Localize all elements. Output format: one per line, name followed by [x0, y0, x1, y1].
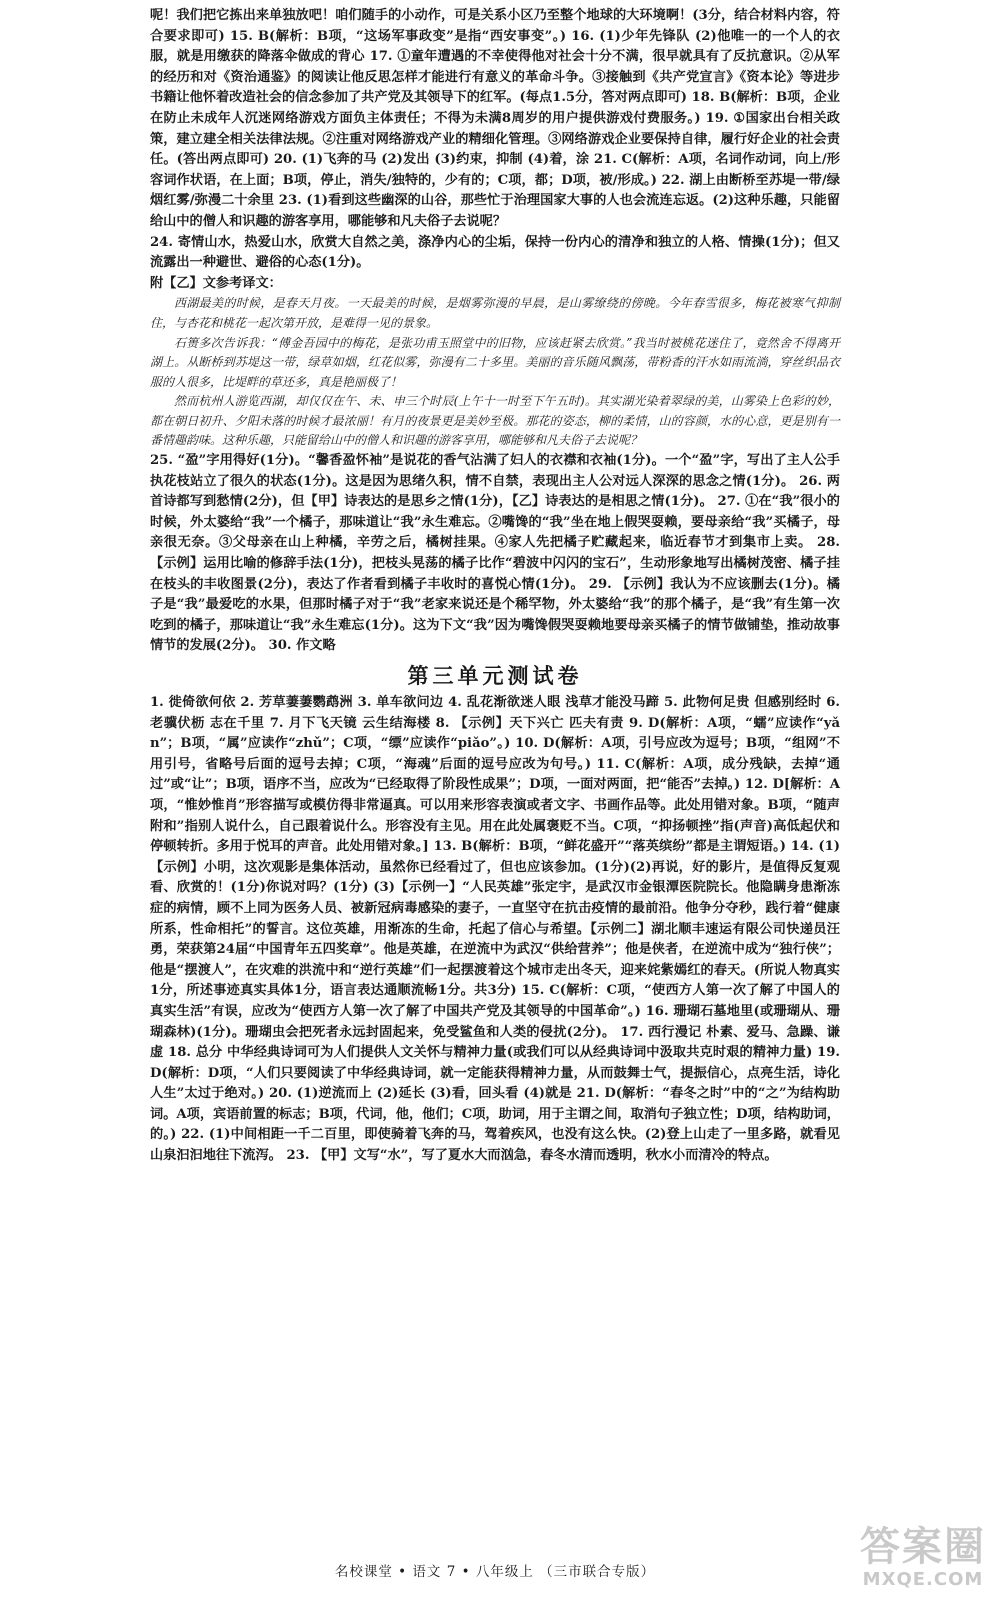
section-title: 第三单元测试卷: [407, 664, 583, 688]
answer-paragraph-3: 25. “盈”字用得好(1分)。“馨香盈怀袖”是说花的香气沾满了妇人的衣襟和衣袖(1分)。一个“盈”字，写出了主人公手执花枝站立了很久的状态(1分)。这是因为思绪久积，情不自禁，表现出主人公对远人深深的思念之情(1分)。 26. 两首诗都写到愁情(2分)，但【甲】诗表达的是思乡之情(1分)，【乙】诗表达的是相思之情(1分)。 27. ①在“我”很小的时候，外太婆给“我”一个橘子，那味道让“我”永生难忘。②嘴馋的“我”坐在地上假哭耍赖，要母亲给“我”买橘子，母亲很无奈。③父母亲在山上种橘，辛劳之后，橘树挂果。④家人先把橘子贮藏起来，临近春节才到集市上卖。 28. 【示例】运用比喻的修辞手法(1分)，把枝头晃荡的橘子比作“碧波中闪闪的宝石”，生动形象地写出橘树茂密、橘子挂在枝头的丰收图景(2分)，表达了作者看到橘子丰收时的喜悦心情(1分)。 29. 【示例】我认为不应该删去(1分)。橘子是“我”最爱吃的水果，但那时橘子对于“我”老家来说还是个稀罕物，外太婆给“我”的那个橘子，是“我”有生第一次吃到的橘子，那味道让“我”永生难忘(1分)。这为下文“我”因为嘴馋假哭耍赖地要母亲买橘子的情节做铺垫，推动故事情节的发展(2分)。 30. 作文略: [150, 453, 840, 654]
answer-paragraph-2: 24. 寄情山水，热爱山水，欣赏大自然之美，涤净内心的尘垢，保持一份内心的清净和独立的人格、情操(1分)；但又流露出一种避世、避俗的心态(1分)。: [150, 234, 840, 271]
answer-column: [150, 6, 840, 1167]
page-footer: 名校课堂 • 语文 7 • 八年级上 （三市联合专版）: [334, 1564, 656, 1580]
watermark-logo-text: 答案圈: [860, 1524, 986, 1570]
translation-paragraph-2: 石篑多次告诉我：“傅金吾园中的梅花，是张功甫玉照堂中的旧物，应该赶紧去欣赏。”我当时被桃花迷住了，竟然舍不得离开湖上。从断桥到苏堤这一带，绿草如烟，红花似雾，弥漫有二十多里。美丽的音乐随风飘荡，带粉香的汗水如雨流淌，穿丝织品衣服的人很多，比堤畔的草还多，真是艳丽极了！: [150, 335, 840, 389]
watermark-logo: [854, 1524, 992, 1594]
translation-paragraph-3: 然而杭州人游览西湖，却仅仅在午、未、申三个时辰(上午十一时至下午五时)。其实湖光染着翠绿的美，山雾染上色彩的妙，都在朝日初升、夕阳未落的时候才最浓丽！有月的夜景更是美妙至极。那花的姿态，柳的柔情，山的容颜，水的心意，更是别有一番情趣韵味。这种乐趣，只能留给山中的僧人和识趣的游客享用，哪能够和凡夫俗子去说呢？: [150, 394, 840, 448]
translation-heading: 附【乙】文参考译文：: [150, 275, 282, 291]
answer-paragraph-4: 1. 徙倚欲何依 2. 芳草萋萋鹦鹉洲 3. 单车欲问边 4. 乱花渐欲迷人眼 浅草才能没马蹄 5. 此物何足贵 但感别经时 6. 老骥伏枥 志在千里 7. 月下飞天镜 云生结海楼 8. 【示例】天下兴亡 匹夫有责 9. D(解析：A项，“蠕”应读作“yǎn”；B项，“属”应读作“zhǔ”；C项，“缥”应读作“piǎo”。) 10. D(解析：A项，引号应改为逗号；B项，“组网”不用引号，省略号后面的逗号去掉；C项，“海魂”后面的逗号应改为句号。) 11. C(解析：A项，成分残缺，去掉“通过”或“让”；B项，语序不当，应改为“已经取得了阶段性成果”；D项，一面对两面，把“能否”去掉。) 12. D[解析：A项，“惟妙惟肖”形容描写或模仿得非常逼真。可以用来形容表演或者文字、书画作品等。此处用错对象。B项，“随声附和”指别人说什么，自己跟着说什么。形容没有主见。用在此处属褒贬不当。C项，“抑扬顿挫”指(声音)高低起伏和停顿转折。多用于悦耳的声音。此处用错对象。] 13. B(解析：B项，“鲜花盛开”“落英缤纷”都是主谓短语。) 14. (1)【示例】小明，这次观影是集体活动，虽然你已经看过了，但也应该参加。(1分)(2)再说，好的影片，是值得反复观看、欣赏的！(1分)你说对吗？(1分) (3)【示例一】“人民英雄”张定宇，是武汉市金银潭医院院长。他隐瞒身患渐冻症的病情，顾不上同为医务人员、被新冠病毒感染的妻子，一直坚守在抗击疫情的最前沿。他争分夺秒，践行着“健康所系，性命相托”的誓言。这位英雄，用渐冻的生命，托起了信心与希望。【示例二】湖北顺丰速运有限公司快递员汪勇，荣获第24届“中国青年五四奖章”。他是英雄，在逆流中为武汉“供给营养”；他是侠者，在逆流中成为“独行侠”；他是“摆渡人”，在灾难的洪流中和“逆行英雄”们一起摆渡着这个城市走出冬天，迎来姹紫嫣红的春天。(所说人物真实1分，所述事迹真实具体1分，语言表达通顺流畅1分。共3分) 15. C(解析：C项，“使西方人第一次了解了中国人的真实生活”有误，应改为“使西方人第一次了解了中国共产党及其领导的中国革命”。) 16. 珊瑚石墓地里(或珊瑚从、珊瑚森林)(1分)。珊瑚虫会把死者永远封固起来，免受鲨鱼和人类的侵扰(2分)。 17. 西行漫记 朴素、爱马、急躁、谦虚 18. 总分 中华经典诗词可为人们提供人文关怀与精神力量(或我们可以从经典诗词中汲取共克时艰的精神力量) 19. D(解析：D项，“人们只要阅读了中华经典诗词，就一定能获得精神力量，从而鼓舞士气，提振信心，点亮生活，诗化人生”太过于绝对。) 20. (1)逆流而上 (2)延长 (3)看，回头看 (4)就是 21. D(解析：“春冬之时”中的“之”为结构助词。A项，宾语前置的标志；B项，代词，他，他们；C项，助词，用于主谓之间，取消句子独立性；D项，结构助词，的。) 22. (1)中间相距一千二百里，即使骑着飞奔的马，驾着疾风，也没有这么快。(2)登上山走了一里多路，就看见山泉汩汩地往下流泻。 23. 【甲】文写“水”，写了夏水大而汹急，春冬水清而透明，秋水小而清冷的特点。: [150, 695, 840, 1164]
watermark-url: MXQE.COM: [862, 1569, 984, 1590]
translation-paragraph-1: 西湖最美的时候，是春天月夜。一天最美的时候，是烟雾弥漫的早晨，是山雾缭绕的傍晚。今年春雪很多，梅花被寒气抑制住，与杏花和桃花一起次第开放，是难得一见的景象。: [150, 296, 840, 330]
answer-paragraph-1: 呢！我们把它拣出来单独放吧！咱们随手的小动作，可是关系小区乃至整个地球的大环境啊！(3分，结合材料内容，符合要求即可) 15. B(解析：B项，“这场军事政变”是指“西安事变”。) 16. (1)少年先锋队 (2)他唯一的一个人的衣服，就是用缴获的降落伞做成的背心 17. ①童年遭遇的不幸使得他对社会十分不满，很早就具有了反抗意识。②从军的经历和对《资治通鉴》的阅读让他反思怎样才能进行有意义的革命斗争。③接触到《共产党宣言》《资本论》等进步书籍让他怀着改造社会的信念参加了共产党及其领导下的红军。(每点1.5分，答对两点即可) 18. B(解析：B项，企业在防止未成年人沉迷网络游戏方面负主体责任；不得为未满8周岁的用户提供游戏付费服务。) 19. ①国家出台相关政策，建立建全相关法律法规。②注重对网络游戏产业的精细化管理。③网络游戏企业要保持自律，履行好企业的社会责任。(答出两点即可) 20. (1)飞奔的马 (2)发出 (3)约束，抑制 (4)着，涂 21. C(解析：A项，名词作动词，向上/形容词作状语，在上面；B项，停止，消失/独特的，少有的；C项，都；D项，被/形成。) 22. 湖上由断桥至苏堤一带/绿烟红雾/弥漫二十余里 23. (1)看到这些幽深的山谷，那些忙于治理国家大事的人也会流连忘返。(2)这种乐趣，只能留给山中的僧人和识趣的游客享用，哪能够和凡夫俗子去说呢？: [150, 8, 840, 229]
